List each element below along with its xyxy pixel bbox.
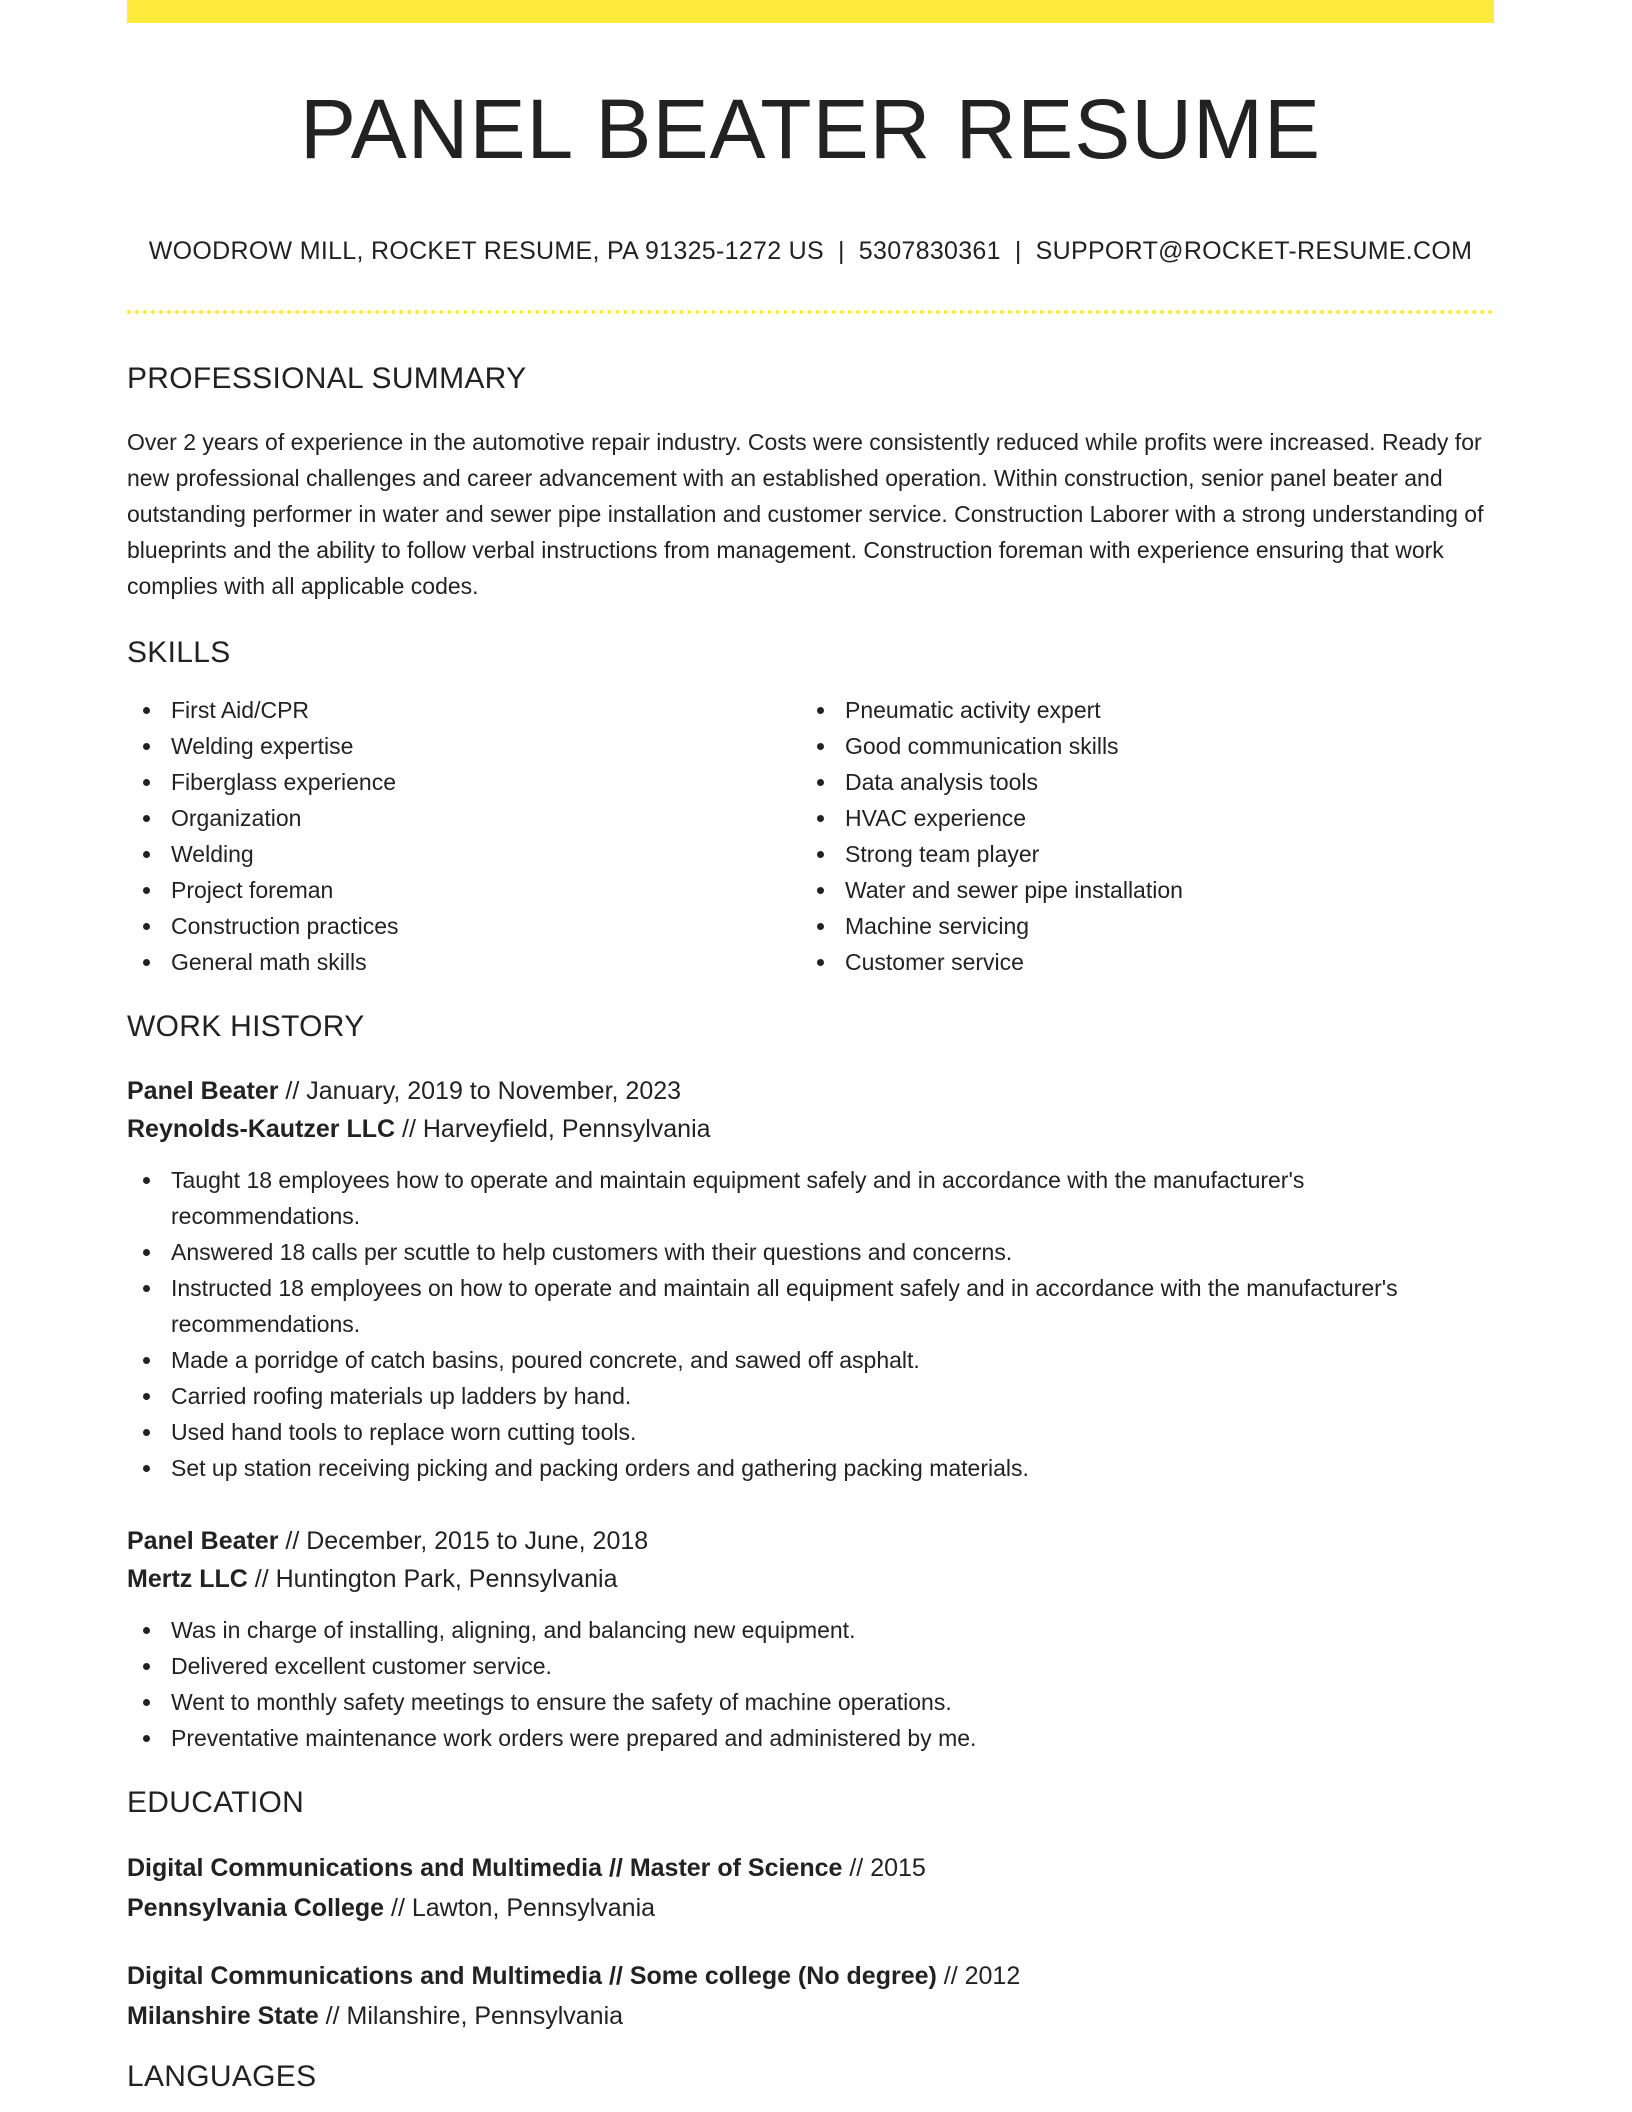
education-degree: Digital Communications and Multimedia // Master of Science [127,1854,843,1883]
education-entry [127,1848,1494,1928]
skill-item: Pneumatic activity expert [801,692,1475,728]
skills-list [127,692,1494,980]
education-degree-line [127,1956,1494,1996]
job-company-line [127,1110,1494,1148]
bullet-icon [143,1177,150,1184]
summary-text: Over 2 years of experience in the automotive repair industry. Costs were consistently reduced while profits were increased. Ready for new professional challenges and career advancement with an established operation. Within construction, senior panel beater and outstanding performer in water and sewer pipe installation and customer service. Construction Laborer with a strong understanding of blueprints and the ability to follow verbal instructions from management. Construction foreman with experience ensuring that work complies with all applicable codes. [127,429,1484,600]
dotted-divider [127,310,1494,314]
bullet-icon [143,1627,150,1634]
bullet-icon [143,1393,150,1400]
education-school-line [127,1996,1494,2036]
job-bullet: Used hand tools to replace worn cutting tools. [127,1414,1494,1450]
job-entry [127,1072,1494,1486]
bullet-icon [143,1357,150,1364]
education-degree: Digital Communications and Multimedia // Some college (No degree) [127,1962,937,1991]
contact-email[interactable]: SUPPORT@ROCKET-RESUME.COM [1035,237,1473,266]
bullet-icon [143,923,150,930]
skills-column-left [127,692,801,980]
job-dates: // December, 2015 to June, 2018 [278,1527,649,1556]
job-bullet: Taught 18 employees how to operate and maintain equipment safely and in accordance with the manufacturer's recommendations. [127,1162,1494,1234]
skill-item: Machine servicing [801,908,1475,944]
contact-phone: 5307830361 [858,237,1001,266]
job-bullets [127,1162,1494,1486]
job-bullet: Was in charge of installing, aligning, and balancing new equipment. [127,1612,1494,1648]
bullet-icon [143,1735,150,1742]
job-location: // Harveyfield, Pennsylvania [395,1115,711,1144]
bullet-icon [817,887,824,894]
job-dates: // January, 2019 to November, 2023 [278,1077,682,1106]
job-bullets [127,1612,1494,1756]
summary-heading: PROFESSIONAL SUMMARY [127,362,527,396]
skill-item: Organization [127,800,801,836]
job-role: Panel Beater [127,1527,279,1556]
job-bullet: Made a porridge of catch basins, poured concrete, and sawed off asphalt. [127,1342,1494,1378]
languages-heading: LANGUAGES [127,2060,317,2094]
education-entry [127,1956,1494,2036]
bullet-icon [143,887,150,894]
resume-page [127,0,1494,2094]
bullet-icon [143,815,150,822]
skill-item: Construction practices [127,908,801,944]
bullet-icon [143,1699,150,1706]
bullet-icon [143,1429,150,1436]
job-entry [127,1522,1494,1756]
job-company: Reynolds-Kautzer LLC [127,1115,396,1144]
bullet-icon [143,959,150,966]
education-school: Milanshire State [127,2002,319,2031]
skills-heading: SKILLS [127,636,231,670]
job-bullet: Instructed 18 employees on how to operate and maintain all equipment safely and in accordance with the manufacturer's recommendations. [127,1270,1494,1342]
education-school-line [127,1888,1494,1928]
job-location: // Huntington Park, Pennsylvania [247,1565,618,1594]
skill-item: Data analysis tools [801,764,1475,800]
bullet-icon [817,959,824,966]
bullet-icon [143,851,150,858]
skill-item: Welding expertise [127,728,801,764]
skill-item: HVAC experience [801,800,1475,836]
education-heading: EDUCATION [127,1786,305,1820]
bullet-icon [143,1465,150,1472]
job-bullet: Preventative maintenance work orders were prepared and administered by me. [127,1720,1494,1756]
work-history-heading: WORK HISTORY [127,1010,365,1044]
skills-column-right [801,692,1475,980]
bullet-icon [817,707,824,714]
bullet-icon [143,1285,150,1292]
job-bullet: Delivered excellent customer service. [127,1648,1494,1684]
contact-line [127,237,1494,266]
contact-address: WOODROW MILL, ROCKET RESUME, PA 91325-1272 US [148,237,824,266]
job-bullet: Carried roofing materials up ladders by hand. [127,1378,1494,1414]
job-role: Panel Beater [127,1077,279,1106]
bullet-icon [143,1249,150,1256]
skill-item: Fiberglass experience [127,764,801,800]
bullet-icon [817,815,824,822]
job-title-line [127,1522,1494,1560]
skill-item: First Aid/CPR [127,692,801,728]
skill-item: Welding [127,836,801,872]
top-accent-bar [127,0,1494,23]
education-location: // Lawton, Pennsylvania [384,1894,656,1923]
bullet-icon [817,851,824,858]
bullet-icon [143,1663,150,1670]
bullet-icon [143,779,150,786]
education-degree-line [127,1848,1494,1888]
job-company: Mertz LLC [127,1565,248,1594]
bullet-icon [143,743,150,750]
bullet-icon [817,923,824,930]
skill-item: Customer service [801,944,1475,980]
bullet-icon [817,743,824,750]
job-company-line [127,1560,1494,1598]
skill-item: Good communication skills [801,728,1475,764]
contact-separator: | [838,237,845,266]
skill-item: General math skills [127,944,801,980]
skill-item: Water and sewer pipe installation [801,872,1475,908]
education-location: // Milanshire, Pennsylvania [318,2002,624,2031]
education-year: // 2012 [936,1962,1021,1991]
education-school: Pennsylvania College [127,1894,385,1923]
contact-separator: | [1014,237,1022,266]
education-year: // 2015 [842,1854,926,1883]
resume-title: PANEL BEATER RESUME [299,82,1321,176]
bullet-icon [143,707,150,714]
job-title-line [127,1072,1494,1110]
skill-item: Project foreman [127,872,801,908]
bullet-icon [817,779,824,786]
job-bullet: Set up station receiving picking and packing orders and gathering packing materials. [127,1450,1494,1486]
job-bullet: Answered 18 calls per scuttle to help customers with their questions and concerns. [127,1234,1494,1270]
job-bullet: Went to monthly safety meetings to ensure the safety of machine operations. [127,1684,1494,1720]
skill-item: Strong team player [801,836,1475,872]
